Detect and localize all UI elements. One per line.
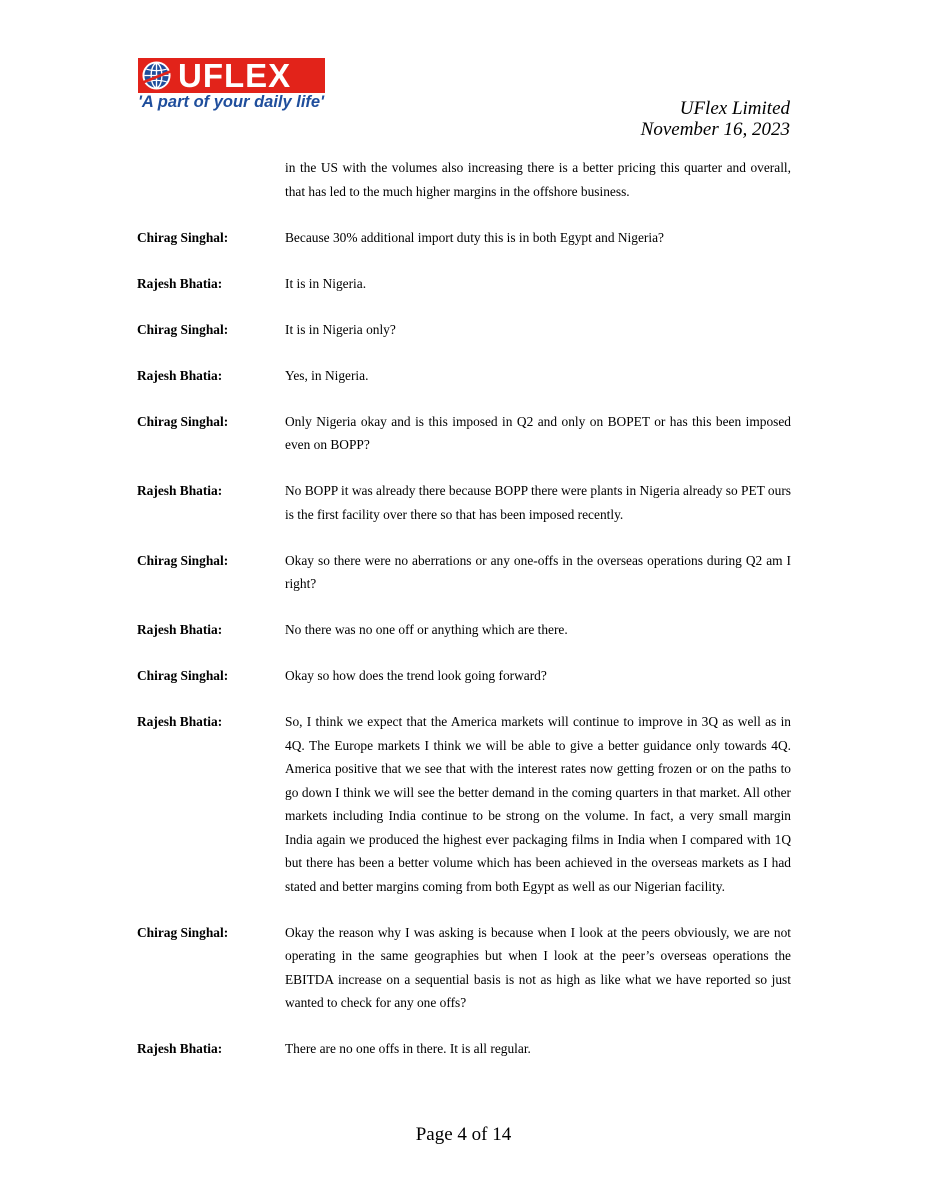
brand-tagline: 'A part of your daily life'	[138, 93, 325, 111]
speech-text: Okay the reason why I was asking is because when I look at the peers obviously, we are not operating in the same geographies but when I look at the peer’s overseas operations the EBITDA increase on a sequential basis is not as high as like what we have reported so just wanted to check for any one offs?	[285, 924, 791, 1010]
speaker-name: Chirag Singhal:	[137, 552, 229, 568]
speech-text: No BOPP it was already there because BOPP there were plants in Nigeria already so PET ours is the first facility over there so that has been imposed recently.	[285, 483, 791, 522]
transcript-entry	[137, 1037, 791, 1061]
company-logo	[138, 58, 338, 114]
transcript-entry	[137, 410, 791, 457]
speaker-name: Chirag Singhal:	[137, 924, 229, 940]
speech-text: Only Nigeria okay and is this imposed in Q2 and only on BOPET or has this been imposed even on BOPP?	[285, 413, 791, 452]
speaker-name: Rajesh Bhatia:	[137, 367, 223, 383]
speech-text: Okay so there were no aberrations or any one-offs in the overseas operations during Q2 am I right?	[285, 552, 791, 591]
speaker-name: Rajesh Bhatia:	[137, 1041, 223, 1056]
speaker-name: Rajesh Bhatia:	[137, 622, 223, 637]
speaker-name: Chirag Singhal:	[137, 321, 229, 337]
transcript-body	[137, 156, 791, 1083]
transcript-entry	[137, 364, 791, 388]
speaker-name	[137, 156, 285, 203]
speaker-name: Rajesh Bhatia:	[137, 714, 223, 729]
transcript-entry	[137, 156, 791, 203]
company-name: UFlex Limited	[679, 98, 790, 119]
speech-text: It is in Nigeria.	[285, 275, 367, 291]
speaker-name: Chirag Singhal:	[137, 668, 229, 683]
speech-text: Okay so how does the trend look going forward?	[285, 668, 547, 683]
transcript-entry	[137, 272, 791, 296]
speech-text: No there was no one off or anything which are there.	[285, 622, 568, 637]
transcript-entry	[137, 318, 791, 342]
speech-text: Yes, in Nigeria.	[285, 367, 369, 383]
speech-text: There are no one offs in there. It is all regular.	[285, 1041, 531, 1056]
transcript-entry	[137, 226, 791, 250]
speech-text: So, I think we expect that the America markets will continue to improve in 3Q as well as in 4Q. The Europe markets I think we will be able to give a better guidance only towards 4Q. America positive that we see that with the interest rates now getting frozen or on the paths to go down I think we will see the better demand in the coming quarters in that market. All other markets including India continue to be strong on the volume. In fact, a very small margin India again we produced the highest ever packaging films in India when I compared with 1Q but there has been a better volume which has been achieved in the overseas markets as I had stated and better margins coming from both Egypt as well as our Nigerian facility.	[285, 714, 791, 894]
document-date: November 16, 2023	[640, 119, 790, 140]
speaker-name: Rajesh Bhatia:	[137, 275, 223, 291]
document-header	[641, 98, 790, 140]
speaker-name: Rajesh Bhatia:	[137, 483, 223, 498]
transcript-entry	[137, 710, 791, 898]
logo-banner	[138, 58, 325, 93]
globe-icon	[141, 60, 172, 91]
speech-text: It is in Nigeria only?	[285, 321, 396, 337]
transcript-entry	[137, 618, 791, 642]
speech-text: Because 30% additional import duty this is in both Egypt and Nigeria?	[285, 229, 664, 245]
page-number: Page 4 of 14	[415, 1124, 512, 1145]
brand-name: UFLEX	[178, 57, 292, 94]
speaker-name: Chirag Singhal:	[137, 229, 229, 245]
transcript-entry	[137, 664, 791, 688]
speech-text: in the US with the volumes also increasing there is a better pricing this quarter and overall, that has led to the much higher margins in the offshore business.	[285, 160, 791, 199]
transcript-entry	[137, 549, 791, 596]
speaker-name: Chirag Singhal:	[137, 413, 229, 429]
transcript-entry	[137, 479, 791, 526]
transcript-entry	[137, 921, 791, 1015]
